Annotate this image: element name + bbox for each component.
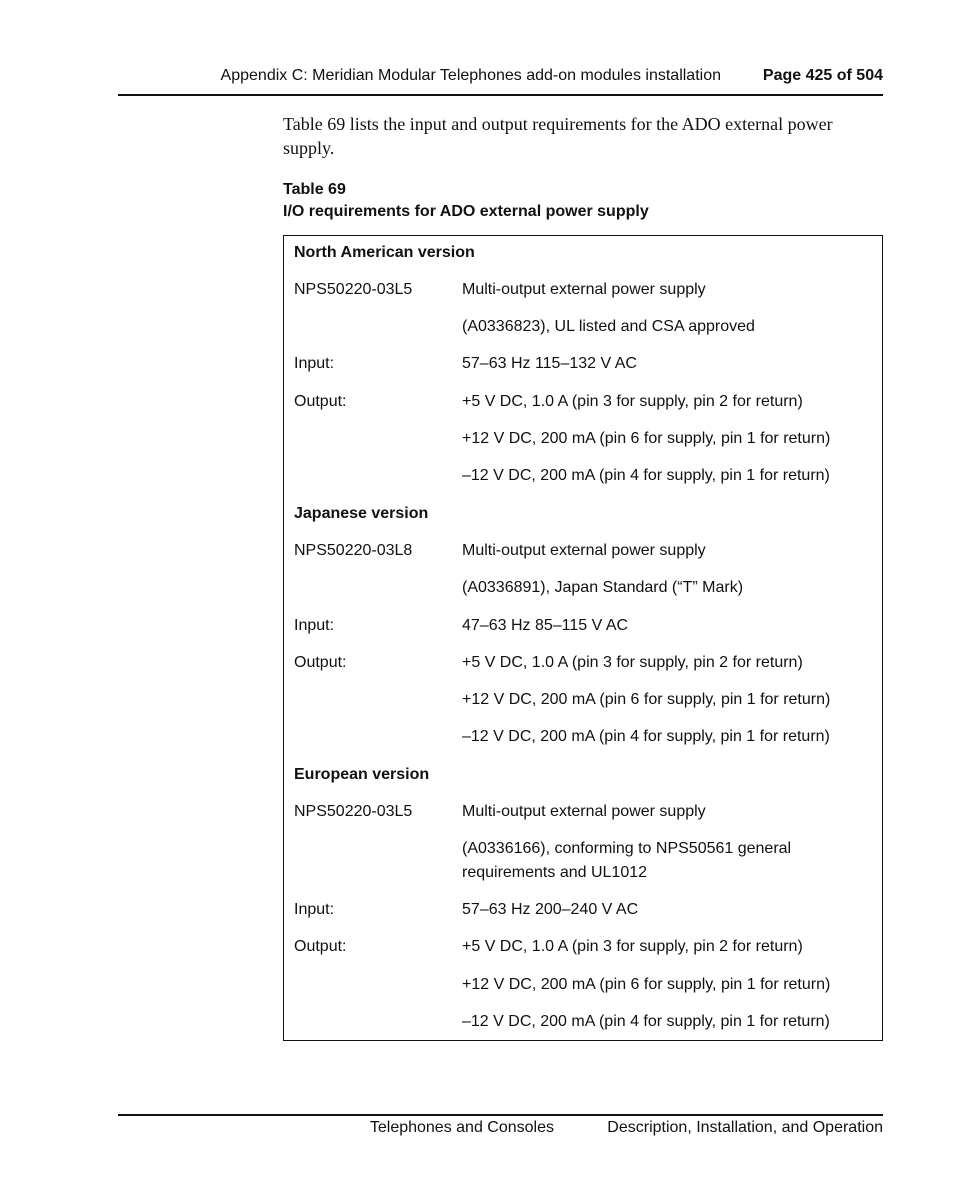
row-label: Output: (294, 654, 347, 671)
row-value: +12 V DC, 200 mA (pin 6 for supply, pin 1 for return) (462, 976, 831, 993)
row-value: (A0336166), conforming to NPS50561 general requirements and UL1012 (462, 840, 792, 881)
row-value: Multi-output external power supply (462, 281, 706, 298)
header-page-number: Page 425 of 504 (762, 67, 883, 84)
table-number: Table 69 (283, 181, 346, 198)
table-caption (283, 179, 649, 223)
header-section-title: Appendix C: Meridian Modular Telephones add-on modules installation (220, 67, 721, 84)
row-label: NPS50220-03L5 (294, 803, 413, 820)
row-value: Multi-output external power supply (462, 803, 706, 820)
row-label: Input: (294, 617, 335, 634)
row-value: (A0336823), UL listed and CSA approved (462, 318, 755, 335)
page-footer (118, 1116, 883, 1140)
row-value: 57–63 Hz 200–240 V AC (462, 901, 639, 918)
row-label: NPS50220-03L5 (294, 281, 413, 298)
header-rule (118, 94, 883, 96)
row-label: Output: (294, 938, 347, 955)
row-value: +12 V DC, 200 mA (pin 6 for supply, pin 1 for return) (462, 691, 831, 708)
section-heading: European version (294, 766, 430, 783)
row-value: +5 V DC, 1.0 A (pin 3 for supply, pin 2 for return) (462, 654, 803, 671)
footer-left-text: Telephones and Consoles (369, 1119, 554, 1136)
table-title: I/O requirements for ADO external power supply (283, 203, 649, 220)
row-value: –12 V DC, 200 mA (pin 4 for supply, pin 1 for return) (462, 728, 830, 745)
row-label: NPS50220-03L8 (294, 542, 413, 559)
intro-paragraph: Table 69 lists the input and output requirements for the ADO external power supply. (283, 114, 833, 158)
row-value: Multi-output external power supply (462, 542, 706, 559)
footer-right-text: Description, Installation, and Operation (607, 1119, 883, 1136)
row-label: Output: (294, 393, 347, 410)
row-label: Input: (294, 355, 335, 372)
row-value: (A0336891), Japan Standard (“T” Mark) (462, 579, 744, 596)
row-value: +5 V DC, 1.0 A (pin 3 for supply, pin 2 for return) (462, 393, 803, 410)
section-heading: North American version (294, 244, 475, 261)
section-heading: Japanese version (294, 505, 429, 522)
row-value: +12 V DC, 200 mA (pin 6 for supply, pin 1 for return) (462, 430, 831, 447)
io-requirements-table (283, 235, 883, 1041)
row-label: Input: (294, 901, 335, 918)
page-header (118, 64, 883, 88)
row-value: +5 V DC, 1.0 A (pin 3 for supply, pin 2 for return) (462, 938, 803, 955)
row-value: –12 V DC, 200 mA (pin 4 for supply, pin 1 for return) (462, 467, 830, 484)
row-value: 47–63 Hz 85–115 V AC (462, 617, 629, 634)
row-value: 57–63 Hz 115–132 V AC (462, 355, 637, 372)
row-value: –12 V DC, 200 mA (pin 4 for supply, pin 1 for return) (462, 1013, 830, 1030)
